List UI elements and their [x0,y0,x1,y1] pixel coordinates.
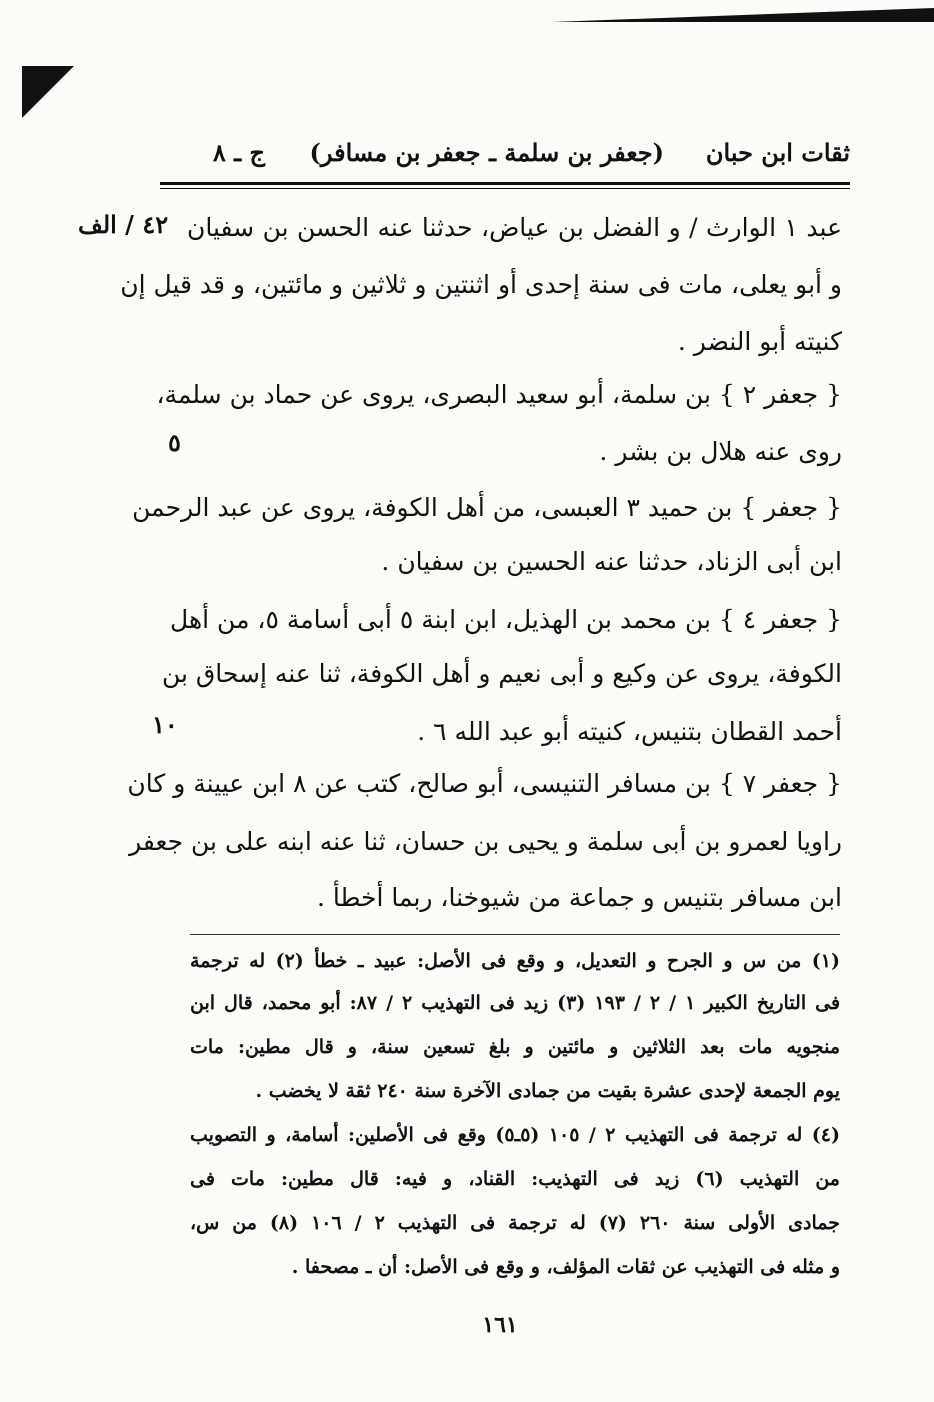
page-number: ١٦١ [482,1312,518,1338]
body-line: { جعفر ٢ } بن سلمة، أبو سعيد البصرى، يروى عن حماد بن سلمة، [156,380,842,409]
footnote-rule [190,934,840,935]
footnote-line: منجويه مات بعد الثلاثين و مائتين و بلغ تسعين سنة، و قال مطين: مات [190,1036,840,1058]
body-line: الكوفة، يروى عن وكيع و أبى نعيم و أهل الكوفة، ثنا عنه إسحاق بن [161,659,842,688]
header-rule-thick [160,182,850,185]
footnote-line: (٤) له ترجمة فى التهذيب ٢ / ١٠٥ (٥ـ٥) وقع فى الأصلين: أسامة، و التصويب [190,1124,840,1146]
body-line: أحمد القطان بتنيس، كنيته أبو عبد الله ٦ . [417,717,842,746]
header-volume: ج ـ ٨ [212,138,265,167]
footnote-line: جمادى الأولى سنة ٢٦٠ (٧) له ترجمة فى التهذيب ٢ / ١٠٦ (٨) من س، [190,1212,841,1234]
body-line: { جعفر } بن حميد ٣ العبسى، من أهل الكوفة، يروى عن عبد الرحمن [132,493,842,522]
footnote-line: (١) من س و الجرح و التعديل، و وقع فى الأصل: عبيد ـ خطأ (٢) له ترجمة [190,950,840,972]
body-line: كنيته أبو النضر . [677,327,842,356]
body-line: ابن أبى الزناد، حدثنا عنه الحسين بن سفيان . [381,547,842,576]
margin-folio: ٤٢ / الف [78,210,169,239]
body-line: ابن مسافر بتنيس و جماعة من شيوخنا، ربما أخطأ . [317,883,842,912]
header-rule-thin [160,188,850,189]
body-line: و أبو يعلى، مات فى سنة إحدى أو اثنتين و ثلاثين و مائتين، و قد قيل إن [120,270,842,299]
margin-line-number-5: ٥ [168,428,181,457]
running-header [190,138,850,174]
footnote-line: من التهذيب (٦) زيد فى التهذيب: القناد، و فيه: قال مطين: مات فى [190,1168,840,1190]
body-line: عبد ١ الوارث / و الفضل بن عياض، حدثنا عنه الحسن بن سفيان [187,213,843,242]
scan-corner-triangle [22,66,74,118]
body-line: راويا لعمرو بن أبى سلمة و يحيى بن حسان، ثنا عنه ابنه على بن جعفر [129,827,842,856]
footnote-line: يوم الجمعة لإحدى عشرة بقيت من جمادى الآخرة سنة ٢٤٠ ثقة لا يخضب . [255,1080,840,1102]
scan-corner-bar [552,8,934,22]
body-line: { جعفر ٤ } بن محمد بن الهذيل، ابن ابنة ٥ أبى أسامة ٥، من أهل [170,605,842,634]
body-line: { جعفر ٧ } بن مسافر التنيسى، أبو صالح، كتب عن ٨ ابن عيينة و كان [127,769,842,798]
header-section: (جعفر بن سلمة ـ جعفر بن مسافر) [309,138,664,167]
body-line: روى عنه هلال بن بشر . [599,437,842,466]
header-book-title: ثقات ابن حبان [705,138,850,167]
footnote-line: و مثله فى التهذيب عن ثقات المؤلف، و وقع فى الأصل: أن ـ مصحفا . [291,1256,840,1278]
footnote-line: فى التاريخ الكبير ١ / ٢ / ١٩٣ (٣) زيد فى التهذيب ٢ / ٨٧: أبو محمد، قال ابن [190,992,841,1014]
margin-line-number-10: ١٠ [152,710,178,739]
